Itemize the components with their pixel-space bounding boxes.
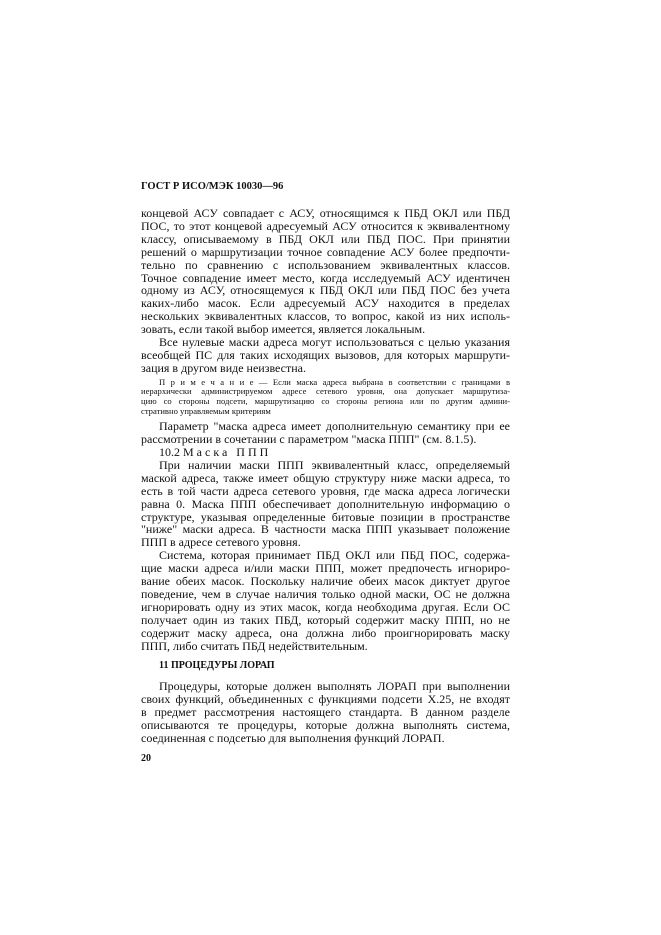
text-line: Система, которая принимает ПБД ОКЛ или ПБД ПОС, содержа- [159,548,510,563]
text-line: поведение, чем в случае наличия только одной маски, ОС не должна [141,586,510,601]
text-line: в предмет рассмотрения настоящего стандарта. В данном разделе [141,705,510,720]
text-line: всеобщей ПС для таких исходящих вызовов, для которых маршрути- [141,347,510,362]
text-line: есть в той части адреса сетевого уровня, где маска адреса логически [141,483,510,498]
text-line: своих функций, объединенных с функциями подсети X.25, не входят [141,692,510,707]
text-line: Процедуры, которые должен выполнять ЛОРАП при выполнении [159,679,510,694]
text-line: иерархически администрируемом адресе сетевого уровня, она допускает маршрутиза- [141,386,510,397]
text-line: каких-либо масок. Если адресуемый АСУ находится в пределах [141,296,510,311]
text-line: Параметр "маска адреса имеет дополнительную семантику при ее [159,419,510,434]
text-line: стративно управляемым критериям [141,405,271,416]
text-line: описываются те процедуры, которые должна выполнять система, [141,718,510,733]
text-line: Все нулевые маски адреса могут использоваться с целью указания [159,335,510,350]
text-line: тельно по сравнению с использованием эквивалентных классов. [141,257,510,272]
text-line: концевой АСУ совпадает с АСУ, относящимся к ПБД ОКЛ или ПБД [141,206,510,220]
section-10-2-heading [141,446,510,459]
text-line: получает один из таких ПБД, который содержит маску ППП, но не [141,612,510,627]
text-line: решений о маршрутизации точное совпадение АСУ более предпочти- [141,244,510,259]
document-page [141,181,510,764]
text-line: зовать, если такой выбор имеется, является локальным. [141,322,426,337]
paragraph-1 [141,207,510,336]
note [141,378,510,416]
text-line: ПОС, то этот концевой адресуемый АСУ относится к эквивалентному [141,218,510,233]
text-line: ППП, либо считать ПБД недействительным. [141,638,368,653]
paragraph-4 [141,459,510,549]
section-number: 10.2 [159,444,180,459]
text-line: нескольких эквивалентных классов, то вопрос, какой из них исполь- [141,309,510,324]
paragraph-5 [141,549,510,652]
text-line: содержит маску адреса, она должна либо проигнорировать маску [141,625,510,640]
text-line: При наличии маски ППП эквивалентный класс, определяемый [159,457,510,472]
text-line: Точное совпадение имеет место, когда исследуемый АСУ идентичен [141,270,510,285]
section-title: Маска ППП [183,444,272,459]
text-line: рассмотрении в сочетании с параметром "маска ППП" (см. 8.1.5). [141,432,477,447]
page-number: 20 [141,753,151,764]
text-line: классу, описываемому в ПБД ОКЛ или ПБД ПОС. При принятии [141,231,510,246]
text-line: вание обеих масок. Поскольку наличие обеих масок диктует другое [141,574,510,589]
paragraph-6 [141,680,510,745]
text-line: цию со стороны подсети, маршрутизацию со стороны региона или по другим админи- [141,395,510,406]
text-line: маской адреса, также имеет общую структуру ниже маски адреса, то [141,470,510,485]
text-line: "ниже" маски адреса. В частности маска ППП указывает положение [141,522,510,537]
text-line: зация в другом виде неизвестна. [141,360,306,375]
paragraph-3 [141,420,510,446]
text-line: игнорировать одну из этих масок, когда необходима другая. Если ОС [141,599,510,614]
text-line: соединенная с подсетью для выполнения функций ЛОРАП. [141,731,445,746]
paragraph-2 [141,336,510,375]
text-line: равна 0. Маска ППП обеспечивает дополнительную информацию о [141,496,510,511]
text-line: П р и м е ч а н и е — Если маска адреса выбрана в соответствии с границами в [159,376,510,387]
text-line: структуре, указывая определенные битовые позиции в пространстве [141,509,510,524]
text-line: одному из АСУ, относящемуся к ПБД ОКЛ или ПБД ПОС без учета [141,283,510,298]
text-line: щие маски адреса и/или маски ППП, может предпочесть игнориро- [141,561,510,576]
section-11-heading: 11 ПРОЦЕДУРЫ ЛОРАП [159,660,275,672]
running-header: ГОСТ Р ИСО/МЭК 10030—96 [141,181,284,192]
text-line: ППП в адресе сетевого уровня. [141,535,301,550]
